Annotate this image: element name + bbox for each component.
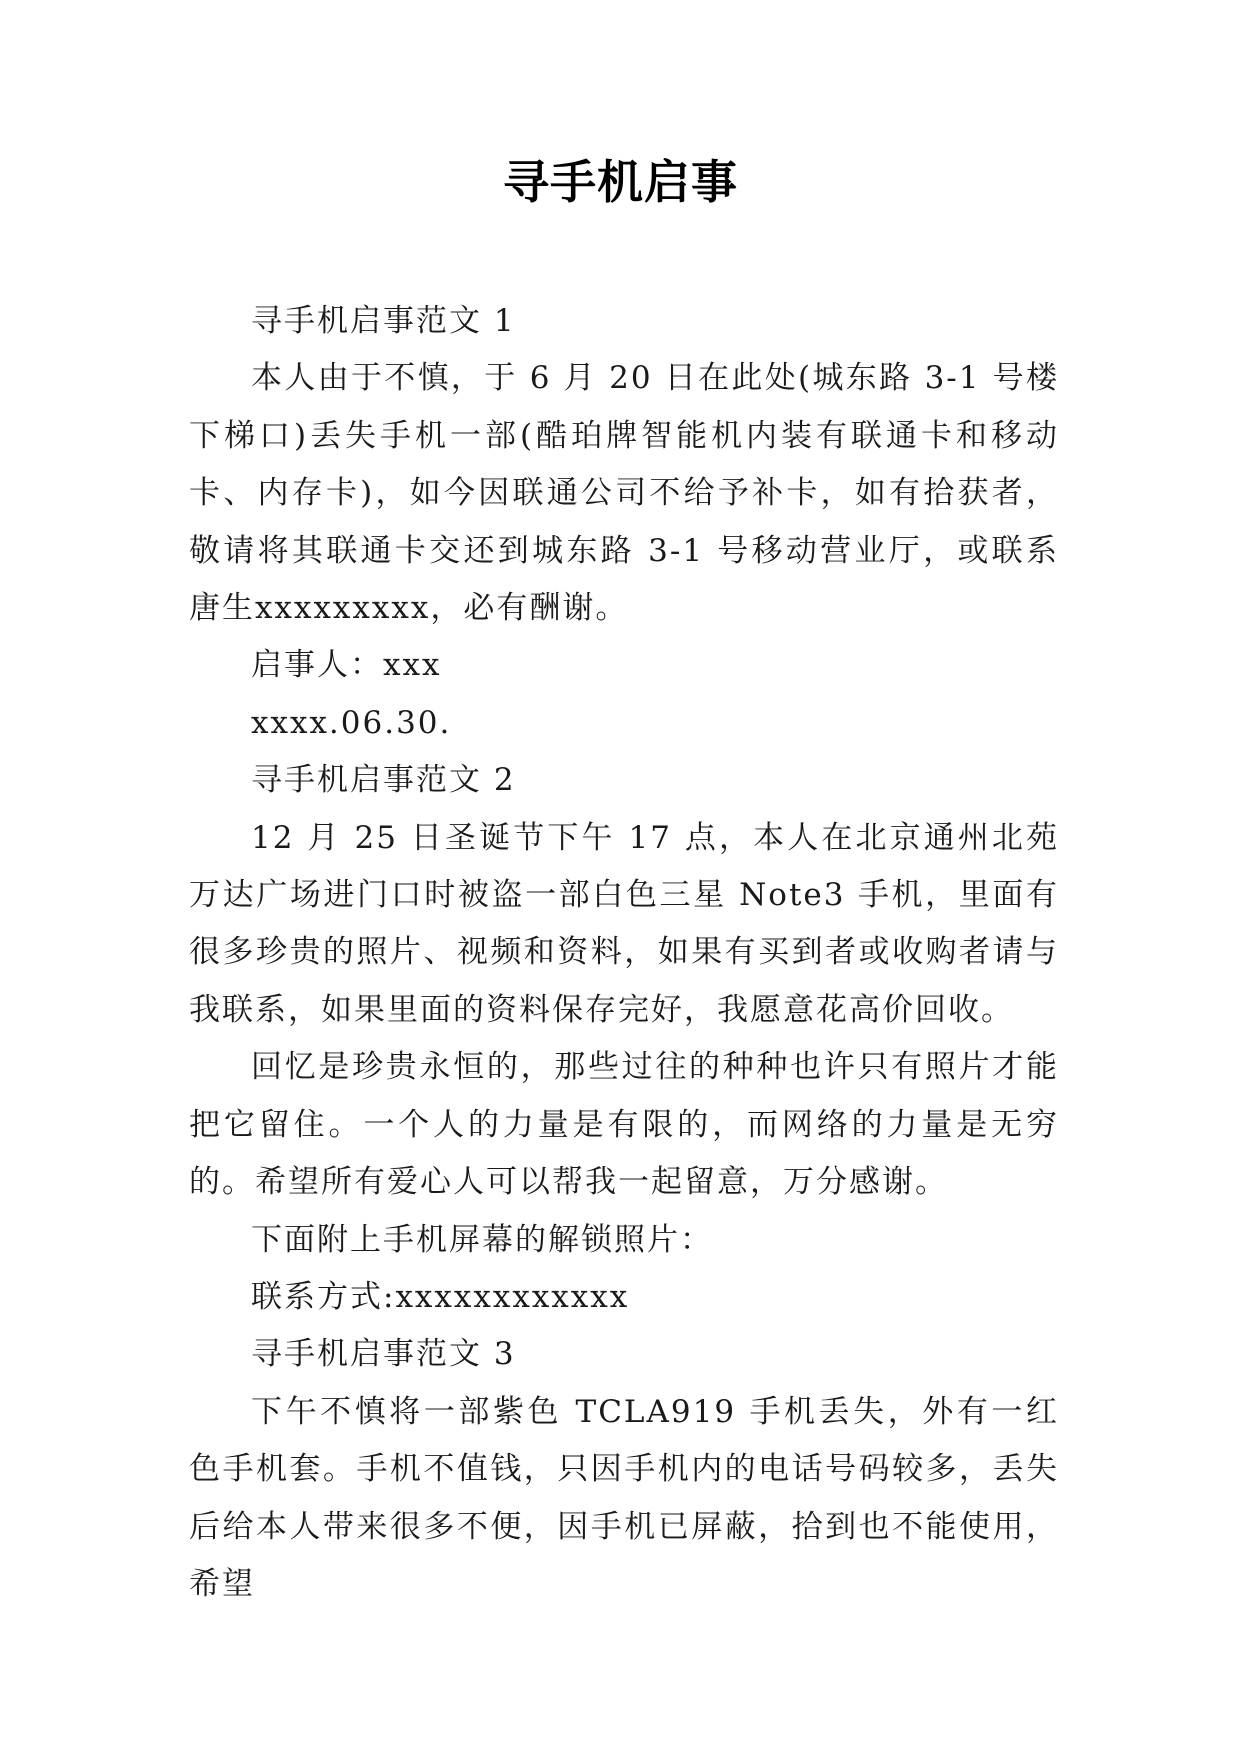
section-heading-2: 寻手机启事范文 2: [251, 762, 516, 799]
document-body: [189, 293, 1059, 1613]
signature-line: 启事人：xxx: [251, 647, 442, 684]
paragraph: 本人由于不慎，于 6 月 20 日在此处(城东路 3-1 号楼下梯口)丢失手机一部(酷珀牌智能机内装有联通卡和移动卡、内存卡)，如今因联通公司不给予补卡，如有拾获者，敬请将其联通卡交还到城东路 3-1 号移动营业厅，或联系唐生xxxxxxxxx，必有酬谢。: [189, 360, 1059, 627]
section-heading-3: 寻手机启事范文 3: [251, 1336, 516, 1373]
contact-line: 联系方式:xxxxxxxxxxxx: [251, 1278, 630, 1315]
paragraph: 回忆是珍贵永恒的，那些过往的种种也许只有照片才能把它留住。一个人的力量是有限的，而网络的力量是无穷的。希望所有爱心人可以帮我一起留意，万分感谢。: [189, 1049, 1059, 1201]
paragraph: 12 月 25 日圣诞节下午 17 点，本人在北京通州北苑万达广场进门口时被盗一部白色三星 Note3 手机，里面有很多珍贵的照片、视频和资料，如果有买到者或收购者请与我联系，如果里面的资料保存完好，我愿意花高价回收。: [189, 819, 1059, 1028]
document-title: 寻手机启事: [503, 155, 738, 209]
paragraph: 下午不慎将一部紫色 TCLA919 手机丢失，外有一红色手机套。手机不值钱，只因手机内的电话号码较多，丢失后给本人带来很多不便，因手机已屏蔽，拾到也不能使用，希望: [189, 1393, 1059, 1602]
paragraph: 下面附上手机屏幕的解锁照片：: [251, 1221, 713, 1258]
section-heading-1: 寻手机启事范文 1: [251, 303, 516, 339]
date-line: xxxx.06.30.: [251, 704, 452, 741]
